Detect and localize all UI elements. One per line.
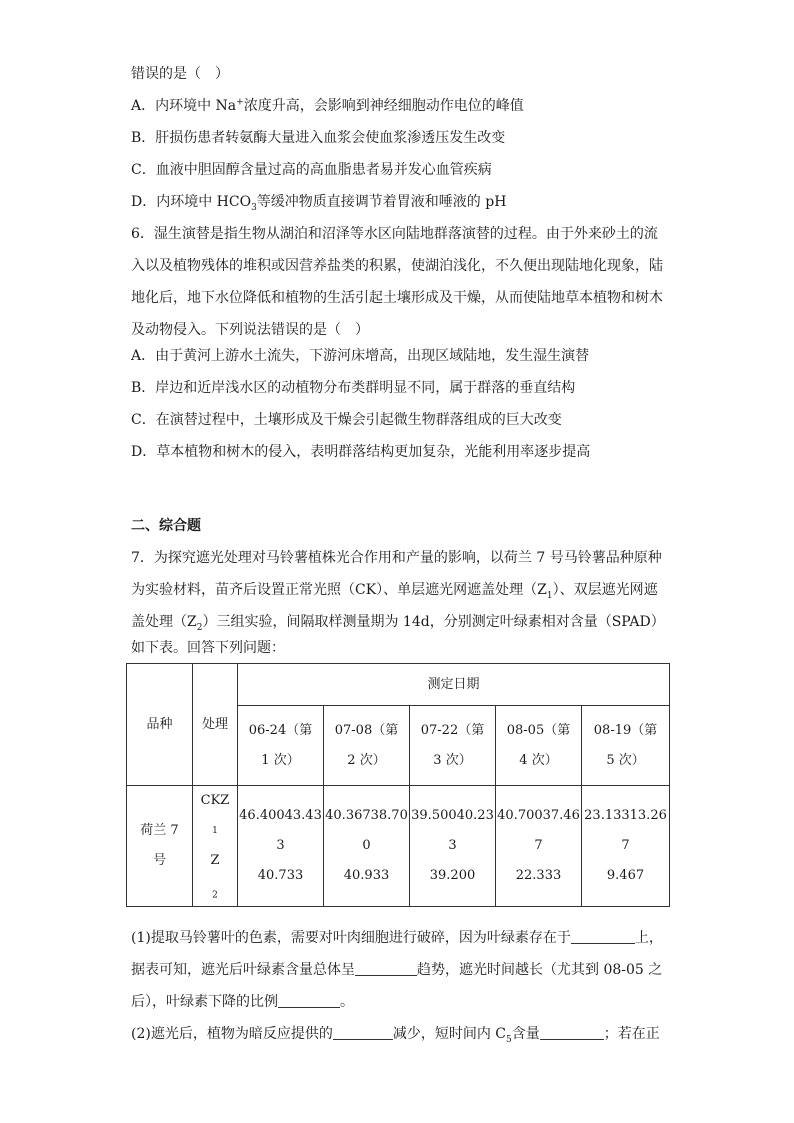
q7-sub1-line-2: 据表可知，遮光后叶绿素含量总体呈 趋势，遮光时间越长（尤其到 08-05 之 — [131, 962, 663, 978]
q5-stem-tail: 错误的是（ ） — [131, 66, 229, 82]
cell-treatment: CKZ 1 Z $_2$ — [193, 786, 238, 907]
q7-sub1-line-1: (1)提取马铃薯叶的色素，需要对叶肉细胞进行破碎，因为叶绿素存在于 上， — [131, 930, 663, 946]
answer-blank-5[interactable] — [540, 1025, 604, 1040]
cell-date-4: 40.70037.46 7 22.333 — [496, 786, 582, 907]
header-date-group: 测定日期 — [238, 664, 670, 706]
spad-table — [126, 663, 670, 907]
header-treatment: 处理 — [193, 664, 238, 786]
header-date-3: 07-22（第 3 次） — [410, 706, 496, 786]
q5-option-b: B．肝损伤患者转氨酶大量进入血浆会使血浆渗透压发生改变 — [131, 130, 506, 146]
header-date-1: 06-24（第 1 次） — [238, 706, 324, 786]
answer-blank-2[interactable] — [355, 961, 417, 976]
cell-date-5: 23.13313.26 7 9.467 — [582, 786, 670, 907]
q5-option-c: C．血液中胆固醇含量过高的高血脂患者易并发心血管疾病 — [131, 162, 492, 178]
q6-option-a: A．由于黄河上游水土流失，下游河床增高，出现区域陆地，发生湿生演替 — [131, 348, 590, 364]
cell-date-2: 40.36738.70 0 40.933 — [324, 786, 410, 907]
q6-option-b: B．岸边和近岸浅水区的动植物分布类群明显不同，属于群落的垂直结构 — [131, 380, 576, 396]
q7-sub2-line-1: (2)遮光后，植物为暗反应提供的 减少，短时间内 $C_5$含量 ；若在正 — [131, 1026, 660, 1045]
q7-sub1-line-3: 后），叶绿素下降的比例 。 — [131, 994, 354, 1010]
q7-stem-line-4: 如下表。回答下列问题： — [131, 640, 285, 656]
cell-variety: 荷兰 7 号 — [127, 786, 193, 907]
answer-blank-1[interactable] — [571, 929, 635, 944]
header-date-2: 07-08（第 2 次） — [324, 706, 410, 786]
cell-date-3: 39.50040.23 3 39.200 — [410, 786, 496, 907]
q6-stem-line-2: 入以及植物残体的堆积或因营养盐类的积累，使湖泊浅化，不久便出现陆地化现象，陆 — [131, 258, 663, 274]
q6-option-c: C．在演替过程中，土壤形成及干燥会引起微生物群落组成的巨大改变 — [131, 412, 562, 428]
answer-blank-3[interactable] — [278, 993, 340, 1008]
q6-stem-line-4: 及动物侵入。下列说法错误的是（ ） — [131, 322, 369, 338]
q7-stem-line-2: 为实验材料，苗齐后设置正常光照（CK）、单层遮光网遮盖处理$(Z_1)$、双层遮光网遮 — [131, 582, 658, 601]
header-date-4: 08-05（第 4 次） — [496, 706, 582, 786]
section-title: 二、综合题 — [131, 518, 201, 534]
header-variety: 品种 — [127, 664, 193, 786]
q6-option-d: D．草本植物和树木的侵入，表明群落结构更加复杂，光能利用率逐步提高 — [131, 444, 591, 460]
header-date-5: 08-19（第 5 次） — [582, 706, 670, 786]
q7-stem-line-3: 盖处理$(Z_2)$三组实验，间隔取样测量期为 14d，分别测定叶绿素相对含量（SPAD） — [131, 614, 665, 633]
q6-stem-line-3: 地化后，地下水位降低和植物的生活引起土壤形成及干燥，从而使陆地草本植物和树木 — [131, 290, 663, 306]
q6-stem-line-1: 6．湿生演替是指生物从湖泊和沼泽等水区向陆地群落演替的过程。由于外来砂土的流 — [131, 226, 658, 242]
answer-blank-4[interactable] — [333, 1025, 393, 1040]
q5-option-a: A．内环境中 Na+浓度升高，会影响到神经细胞动作电位的峰值 — [131, 97, 524, 114]
q5-option-d: D．内环境中 $HCO_3$等缓冲物质直接调节着胃液和唾液的 pH — [131, 194, 507, 213]
q7-stem-line-1: 7．为探究遮光处理对马铃薯植株光合作用和产量的影响，以荷兰 7 号马铃薯品种原种 — [131, 550, 662, 566]
cell-date-1: 46.40043.43 3 40.733 — [238, 786, 324, 907]
